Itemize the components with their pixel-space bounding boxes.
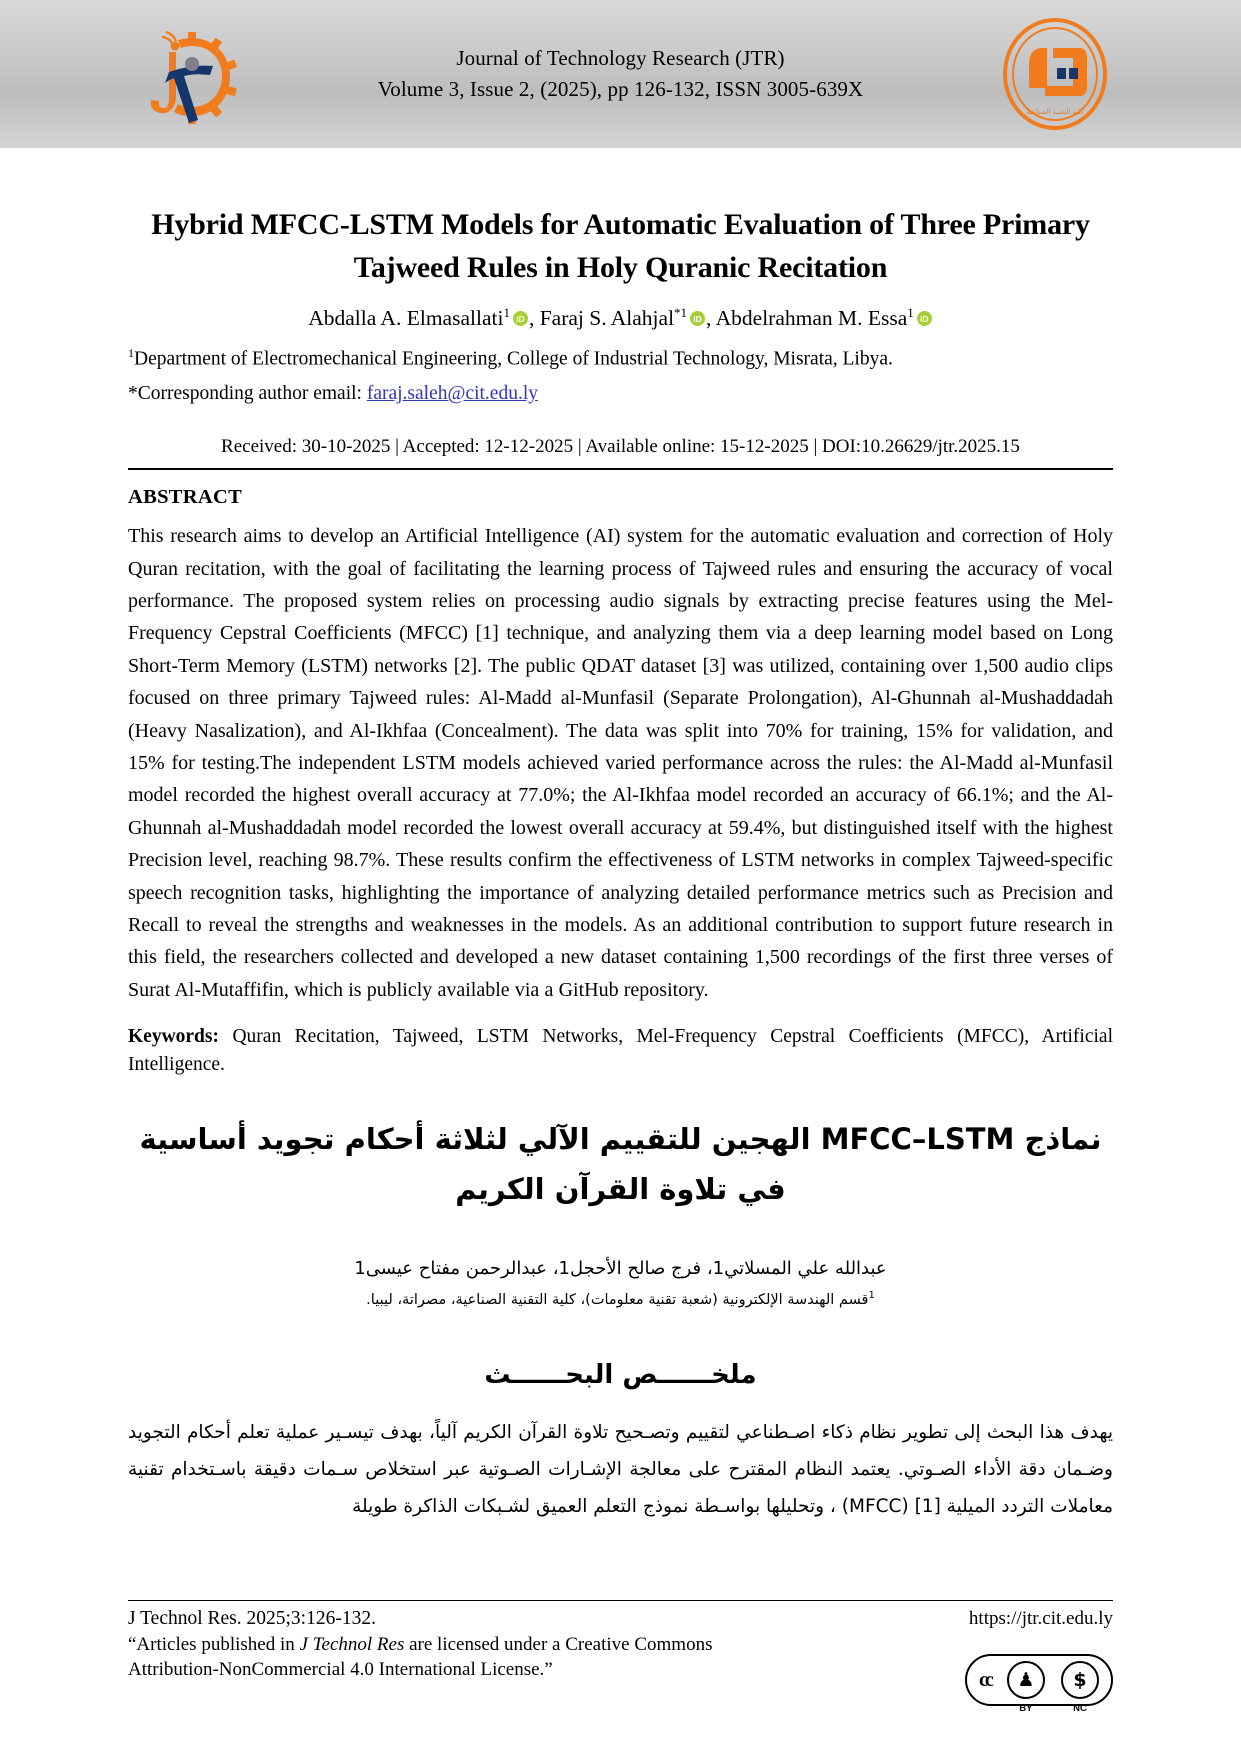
keywords-text: Quran Recitation, Tajweed, LSTM Networks, Mel-Frequency Cepstral Coefficients (MFCC), Artificial Intelligence. bbox=[128, 1026, 1113, 1076]
author-affil-marker: 1 bbox=[907, 305, 914, 321]
author-list: Abdalla A. Elmasallati$^1$ iD , Faraj S. Alahjal$^{*1}$ iD , Abdelrahman M. Essa$^1$iD bbox=[128, 305, 1113, 333]
arabic-affiliation-text: قسم الهندسة الإلكترونية (شعبة تقنية معلومات)، كلية التقنية الصناعية، مصراتة، ليبيا. bbox=[366, 1292, 869, 1309]
cc-nc-icon: $ NC bbox=[1061, 1661, 1099, 1699]
orcid-icon[interactable] bbox=[513, 311, 528, 326]
journal-volume-issue: Volume 3, Issue 2, (2025), pp 126-132, ISSN 3005-639X bbox=[377, 77, 864, 101]
footer-divider bbox=[128, 1600, 1113, 1601]
author-name: Abdalla A. Elmasallati bbox=[308, 306, 504, 331]
author-name: Faraj S. Alahjal bbox=[539, 306, 675, 331]
creative-commons-badge-icon[interactable] bbox=[965, 1654, 1113, 1714]
keywords-label: Keywords: bbox=[128, 1026, 219, 1048]
page-title: Hybrid MFCC-LSTM Models for Automatic Evaluation of Three Primary Tajweed Rules in Holy Quranic Recitation bbox=[151, 208, 1090, 284]
cc-by-label: BY bbox=[1019, 1703, 1033, 1714]
footer-citation: J Technol Res. 2025;3:126-132. bbox=[128, 1608, 376, 1629]
journal-name: Journal of Technology Research (JTR) bbox=[456, 45, 785, 70]
abstract-heading: ABSTRACT bbox=[128, 486, 243, 509]
affiliation-marker: 1 bbox=[128, 346, 134, 361]
masthead-title-block bbox=[378, 43, 864, 106]
license-part-c: are licensed under a Creative Commons bbox=[404, 1634, 713, 1655]
college-seal-icon bbox=[999, 18, 1111, 130]
publication-dates: Received: 30-10-2025 | Accepted: 12-12-2025 | Available online: 15-12-2025 | DOI:10.26629/jtr.2025.15 bbox=[128, 436, 1113, 470]
svg-text:كلية التقنية الصناعية: كلية التقنية الصناعية bbox=[1025, 108, 1085, 116]
corresponding-email-link[interactable]: faraj.saleh@cit.edu.ly bbox=[366, 383, 539, 405]
affiliation bbox=[128, 345, 1113, 374]
keywords bbox=[128, 1023, 1113, 1080]
arabic-abstract-heading: ملخــــــص البحــــــث bbox=[484, 1359, 757, 1390]
arabic-page-title: نماذج MFCC–LSTM الهجين للتقييم الآلي لثلاثة أحكام تجويد أساسية في تلاوة القرآن الكريم bbox=[139, 1121, 1102, 1207]
footer-journal-url[interactable]: https://jtr.cit.edu.ly bbox=[968, 1608, 1113, 1629]
cc-logo-icon: cc bbox=[979, 1668, 991, 1691]
arabic-abstract-text: يهدف هذا البحث إلى تطوير نظام ذكاء اصـطناعي لتقييم وتصـحيح تلاوة القرآن الكريم آلياً، بهدف تيسـير عملية تعلم أحكام التجويد وضـمان دقة الأداء الصـوتي. يعتمد النظام المقترح على معالجة الإشـارات الصـوتية عبر استخلاص سـمات دقيقة باسـتخدام تقنية معاملات التردد الميلية [1] (MFCC) ، وتحليلها بواسـطة نموذج التعلم العميق لشـبكات الذاكرة طويلة bbox=[128, 1421, 1113, 1517]
orcid-icon[interactable] bbox=[917, 311, 932, 326]
author-name: Abdelrahman M. Essa bbox=[715, 306, 908, 331]
license-part-a: “Articles published in bbox=[128, 1634, 300, 1655]
license-line-2: Attribution-NonCommercial 4.0 International License.” bbox=[128, 1659, 553, 1681]
author-affil-marker: *1 bbox=[674, 305, 688, 321]
cc-nc-label: NC bbox=[1073, 1703, 1087, 1714]
arabic-author-list: عبدالله علي المسلاتي1، فرج صالح الأحجل1، عبدالرحمن مفتاح عيسى1 bbox=[354, 1258, 887, 1280]
orcid-icon[interactable] bbox=[690, 311, 705, 326]
jtr-logo-icon bbox=[132, 24, 252, 132]
corresponding-label: *Corresponding author email: bbox=[128, 383, 362, 405]
license-journal-name: J Technol Res bbox=[299, 1634, 405, 1655]
corresponding-author bbox=[128, 380, 1113, 408]
masthead-banner bbox=[0, 0, 1241, 148]
author-affil-marker: 1 bbox=[503, 305, 510, 321]
page-footer bbox=[0, 1600, 1241, 1714]
abstract-text: This research aims to develop an Artificial Intelligence (AI) system for the automatic evaluation and correction of Holy Quran recitation, with the goal of facilitating the learning process of Tajweed rules and ensuring the accuracy of vocal performance. The proposed system relies on processing audio signals by extracting precise features using the Mel-Frequency Cepstral Coefficients (MFCC) [1] technique, and analyzing them via a deep learning model based on Long Short-Term Memory (LSTM) networks [2]. The public QDAT dataset [3] was utilized, containing over 1,500 audio clips focused on three primary Tajweed rules: Al-Madd al-Munfasil (Separate Prolongation), Al-Ghunnah al-Mushaddadah (Heavy Nasalization), and Al-Ikhfaa (Concealment). The data was split into 70% for training, 15% for validation, and 15% for testing.The independent LSTM models achieved varied performance across the rules: the Al-Madd al-Munfasil model recorded the highest overall accuracy at 77.0%; the Al-Ikhfaa model recorded an accuracy of 66.1%; and the Al-Ghunnah al-Mushaddadah model recorded the lowest overall accuracy at 59.4%, but distinguished itself with the highest Precision level, reaching 98.7%. These results confirm the effectiveness of LSTM networks in complex Tajweed-specific speech recognition tasks, highlighting the importance of analyzing detailed performance metrics such as Precision and Recall to reveal the strengths and weaknesses in the models. As an additional contribution to support future research in this field, the researchers collected and developed a new dataset containing 1,500 recordings of the first three verses of Surat Al-Mutaffifin, which is publicly available via a GitHub repository. bbox=[128, 525, 1113, 1001]
arabic-affiliation bbox=[128, 1288, 1113, 1312]
cc-by-icon: ♟ BY bbox=[1007, 1661, 1045, 1699]
affiliation-text: Department of Electromechanical Engineering, College of Industrial Technology, Misrata, Libya. bbox=[134, 348, 893, 370]
footer-license-text bbox=[128, 1632, 828, 1682]
page-content bbox=[0, 204, 1241, 1525]
footer-top-row bbox=[128, 1608, 1113, 1630]
arabic-affiliation-marker: 1 bbox=[868, 1290, 875, 1302]
